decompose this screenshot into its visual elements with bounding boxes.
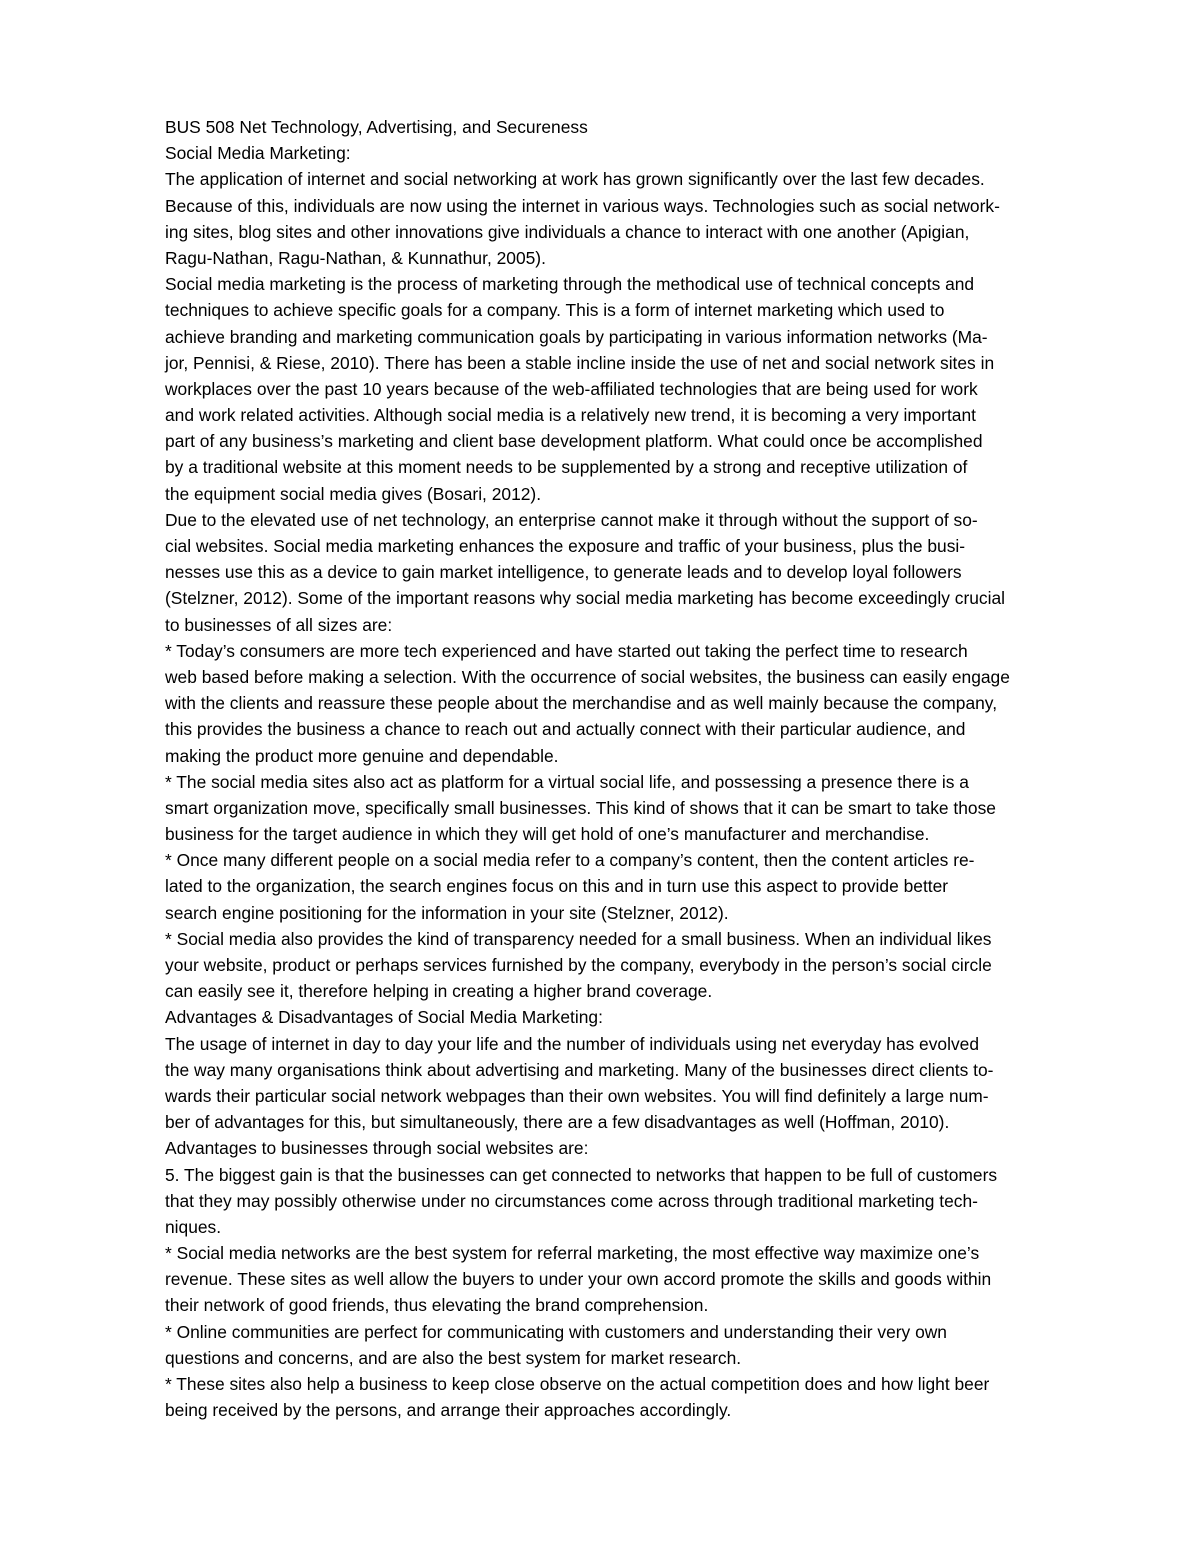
text-line: web based before making a selection. With the occurrence of social websites, the business can easily engage: [165, 666, 1010, 687]
text-line: * Once many different people on a social media refer to a company’s content, then the content articles re-: [165, 850, 975, 871]
text-line: * These sites also help a business to keep close observe on the actual competition does and how light beer: [165, 1374, 990, 1394]
text-line: with the clients and reassure these people about the merchandise and as well mainly because the company,: [165, 693, 998, 714]
document-body: [165, 114, 1145, 1423]
text-line: * Today’s consumers are more tech experienced and have started out taking the perfect time to research: [165, 640, 968, 661]
text-line: * Social media also provides the kind of transparency needed for a small business. When an individual likes: [165, 928, 992, 949]
text-line: niques.: [165, 1216, 222, 1237]
text-line: The application of internet and social networking at work has grown significantly over the last few decades.: [165, 169, 985, 190]
text-line: jor, Pennisi, & Riese, 2010). There has been a stable incline inside the use of net and social network sites in: [165, 352, 995, 373]
text-line: being received by the persons, and arrange their approaches accordingly.: [165, 1400, 732, 1421]
text-line: your website, product or perhaps services furnished by the company, everybody in the person’s social circle: [165, 955, 992, 975]
text-line: making the product more genuine and dependable.: [165, 745, 559, 766]
text-line: business for the target audience in which they will get hold of one’s manufacturer and merchandise.: [165, 824, 930, 845]
text-line: questions and concerns, and are also the best system for market research.: [165, 1347, 742, 1368]
text-line: to businesses of all sizes are:: [165, 614, 393, 635]
text-line: this provides the business a chance to reach out and actually connect with their particular audience, and: [165, 719, 966, 740]
text-line: ber of advantages for this, but simultaneously, there are a few disadvantages as well (Hoffman, 2010).: [165, 1112, 950, 1133]
text-line: techniques to achieve specific goals for a company. This is a form of internet marketing which used to: [165, 300, 945, 321]
text-line: Social Media Marketing:: [165, 143, 351, 164]
text-line: lated to the organization, the search engines focus on this and in turn use this aspect to provide better: [165, 876, 949, 897]
text-line: achieve branding and marketing communication goals by participating in various information networks (Ma-: [165, 326, 988, 347]
text-line: wards their particular social network webpages than their own websites. You will find definitely a large num-: [165, 1085, 989, 1106]
text-line: the way many organisations think about advertising and marketing. Many of the businesses direct clients to-: [165, 1059, 994, 1080]
text-line: their network of good friends, thus elevating the brand comprehension.: [165, 1295, 709, 1316]
text-line: smart organization move, specifically small businesses. This kind of shows that it can be smart to take those: [165, 797, 996, 818]
text-line: and work related activities. Although social media is a relatively new trend, it is becoming a very important: [165, 405, 976, 426]
text-line: cial websites. Social media marketing enhances the exposure and traffic of your business, plus the busi-: [165, 536, 966, 556]
text-line: search engine positioning for the information in your site (Stelzner, 2012).: [165, 902, 729, 923]
text-line: part of any business’s marketing and client base development platform. What could once be accomplished: [165, 431, 983, 452]
text-line: The usage of internet in day to day your life and the number of individuals using net everyday has evolved: [165, 1033, 979, 1054]
text-line: that they may possibly otherwise under no circumstances come across through traditional marketing tech-: [165, 1190, 978, 1211]
text-line: ing sites, blog sites and other innovations give individuals a chance to interact with one another (Apigian,: [165, 221, 970, 242]
text-line: workplaces over the past 10 years because of the web-affiliated technologies that are being used for work: [165, 378, 978, 399]
text-line: Because of this, individuals are now using the internet in various ways. Technologies such as social network-: [165, 195, 1000, 216]
text-line: can easily see it, therefore helping in creating a higher brand coverage.: [165, 981, 713, 1002]
text-line: Social media marketing is the process of marketing through the methodical use of technical concepts and: [165, 274, 975, 295]
text-line: * Social media networks are the best system for referral marketing, the most effective way maximize one’s: [165, 1243, 980, 1264]
text-line: by a traditional website at this moment needs to be supplemented by a strong and receptive utilization of: [165, 457, 968, 478]
text-line: Advantages to businesses through social websites are:: [165, 1138, 589, 1159]
text-line: the equipment social media gives (Bosari, 2012).: [165, 483, 542, 504]
text-line: nesses use this as a device to gain market intelligence, to generate leads and to develop loyal followers: [165, 562, 962, 583]
text-line: revenue. These sites as well allow the buyers to under your own accord promote the skills and goods within: [165, 1269, 992, 1290]
text-line: 5. The biggest gain is that the businesses can get connected to networks that happen to be full of customers: [165, 1164, 998, 1185]
text-line: (Stelzner, 2012). Some of the important reasons why social media marketing has become exceedingly crucial: [165, 588, 1005, 609]
text-line: * The social media sites also act as platform for a virtual social life, and possessing a presence there is a: [165, 771, 969, 792]
text-line: * Online communities are perfect for communicating with customers and understanding their very own: [165, 1321, 947, 1342]
document-title: BUS 508 Net Technology, Advertising, and Secureness: [165, 117, 588, 137]
text-line: Ragu-Nathan, Ragu-Nathan, & Kunnathur, 2005).: [165, 247, 546, 268]
text-line: Due to the elevated use of net technology, an enterprise cannot make it through without the support of so-: [165, 509, 978, 530]
text-line: Advantages & Disadvantages of Social Media Marketing:: [165, 1007, 603, 1028]
